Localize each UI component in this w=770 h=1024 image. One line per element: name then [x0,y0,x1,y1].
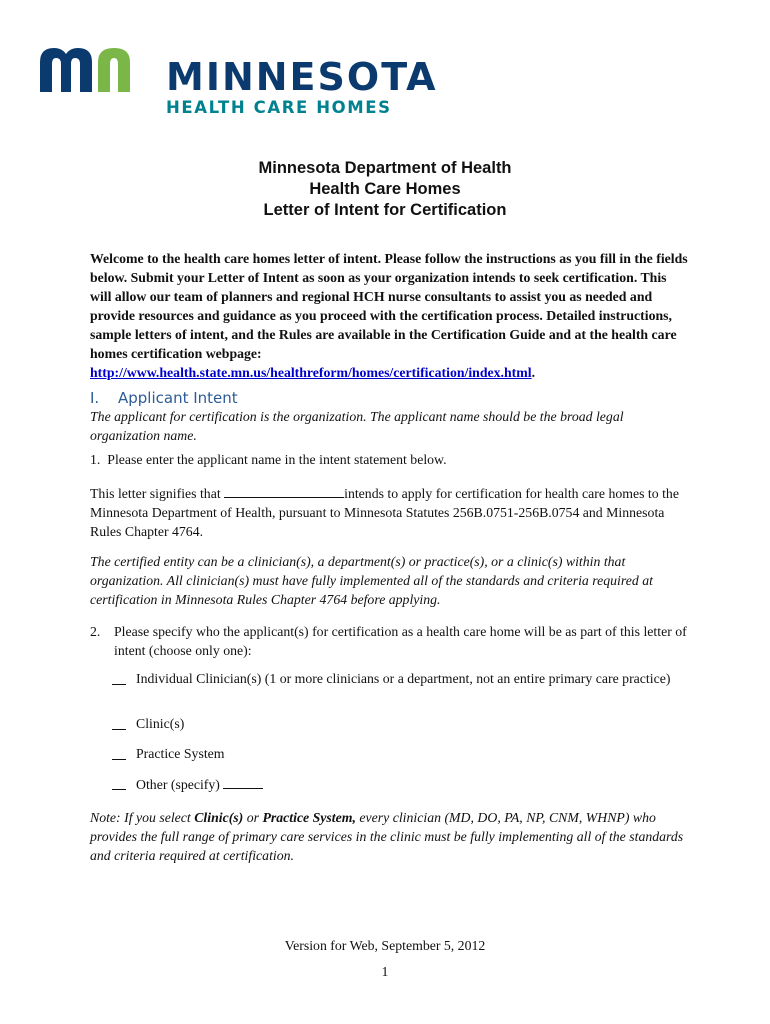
question-2-text: Please specify who the applicant(s) for certification as a health care home will be as part of this letter of intent (choose only one): [114,624,687,658]
intro-paragraph [90,249,690,382]
note-bold-clinics: Clinic(s) [194,810,244,825]
option-clinic[interactable] [112,714,672,733]
mn-logo-icon [40,44,152,92]
question-2-number: 2. [90,624,101,639]
question-1 [90,450,690,469]
option-other-row [136,774,672,794]
document-title [0,158,770,221]
question-1-text: Please enter the applicant name in the intent statement below. [107,452,447,467]
note-prefix: Note: If you select [90,810,195,825]
option-label: Individual Clinician(s) (1 or more clinicians or a department, not an entire primary care practice) [136,671,671,686]
question-1-number: 1. [90,452,101,467]
option-other[interactable] [112,774,672,794]
page-number: 1 [381,964,389,979]
note-bold-practice-system: Practice System, [262,810,356,825]
title-line-3: Letter of Intent for Certification [263,201,507,219]
selection-note [90,808,690,865]
title-line-2: Health Care Homes [309,180,461,198]
note-rest: every clinician (MD, DO, PA, NP, CNM, WHNP) who provides the full range of primary care services in the clinic must be fully implementing all of the standards and criteria required at certification. [90,810,684,863]
applicant-instructions: The applicant for certification is the organization. The applicant name should be the broad legal organization name. [90,409,624,443]
logo-wordmark: MINNESOTA [166,55,438,99]
section-heading-applicant-intent [90,388,238,408]
intro-text: Welcome to the health care homes letter of intent. Please follow the instructions as you fill in the fields below. Submit your Letter of Intent as soon as your organization intends to seek certification. This will allow our team of planners and regional HCH nurse consultants to assist you as needed and provide resources and guidance as you proceed with the certification process. Detailed instructions, sample letters of intent, and the Rules are available in the Certification Guide and at the health care homes certification webpage: [90,251,688,361]
option-checkbox-blank[interactable] [112,774,126,790]
certified-entity-note: The certified entity can be a clinician(s), a department(s) or practice(s), or a clinic(s) within that organization. All clinician(s) must have fully implemented all of the standards and criteria required at certification in Minnesota Rules Chapter 4764 before applying. [90,554,653,607]
logo-subtitle: HEALTH CARE HOMES [166,98,392,117]
note-mid: or [243,810,263,825]
option-checkbox-blank[interactable] [112,744,126,760]
option-checkbox-blank[interactable] [112,669,126,685]
option-practice-system[interactable] [112,744,672,763]
option-label: Clinic(s) [136,716,185,731]
other-specify-field[interactable] [223,774,263,789]
intent-statement [90,483,690,541]
intro-trailing: . [531,365,536,380]
version-footer: Version for Web, September 5, 2012 [284,938,486,953]
question-2 [90,622,690,660]
mn-health-care-homes-logo [40,44,460,124]
certification-webpage-link[interactable]: http://www.health.state.mn.us/healthreform/homes/certification/index.html [90,365,532,380]
option-label: Other (specify) [136,777,224,792]
section-number: I. [90,389,100,407]
intent-statement-after: intends to apply for certification for health care homes to the Minnesota Department of Health, pursuant to Minnesota Statutes 256B.0751-256B.0754 and Minnesota Rules Chapter 4764. [90,486,679,539]
option-label: Practice System [136,746,225,761]
applicant-name-field[interactable] [224,483,344,498]
option-individual-clinician[interactable] [112,669,672,688]
section-title: Applicant Intent [118,389,238,407]
title-line-1: Minnesota Department of Health [258,159,512,177]
option-checkbox-blank[interactable] [112,714,126,730]
intent-statement-before: This letter signifies that [90,486,225,501]
